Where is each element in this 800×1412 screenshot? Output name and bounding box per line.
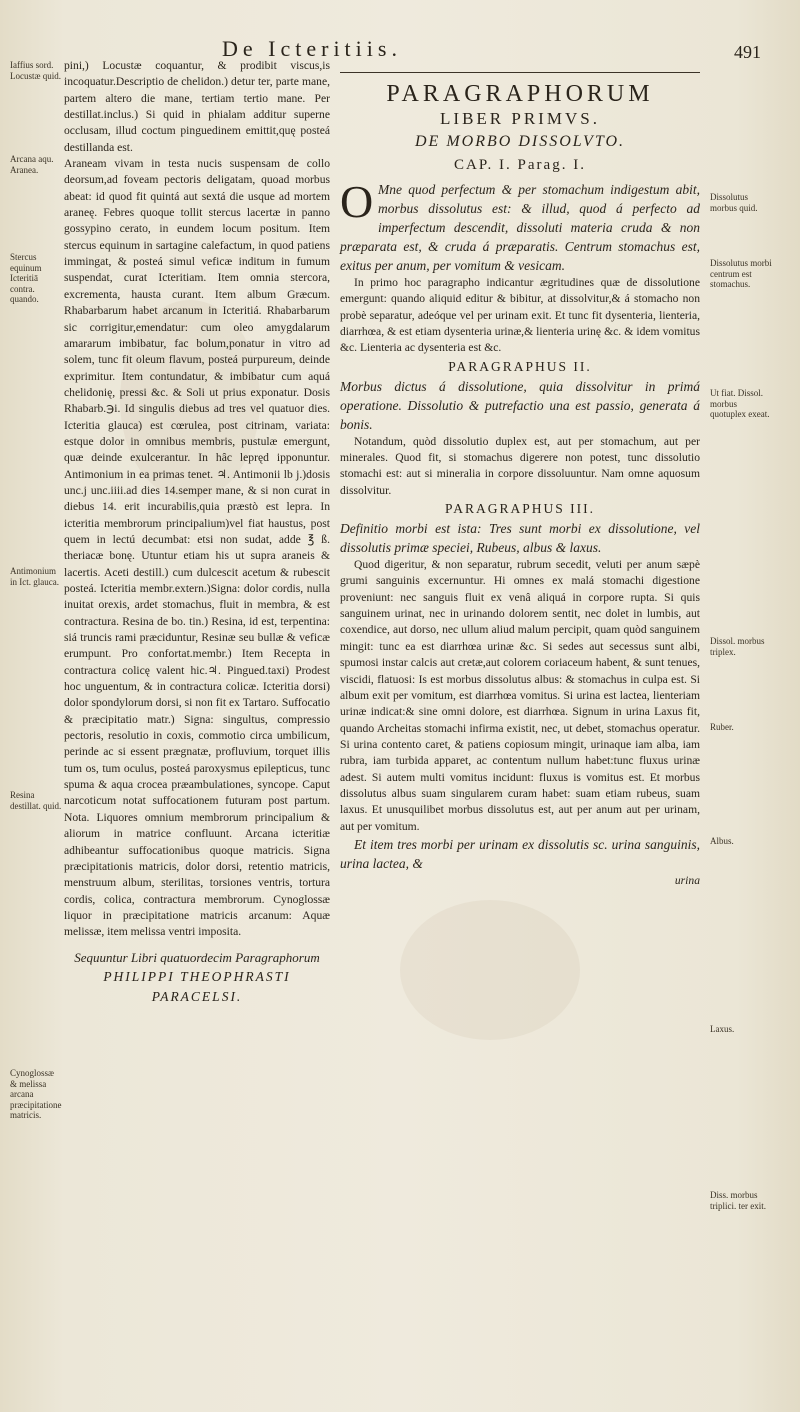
- header-rule: [340, 72, 700, 73]
- paragraph-3-heading: PARAGRAPHUS III.: [444, 501, 596, 517]
- book-title: PARAGRAPHORUM: [386, 81, 654, 107]
- paragraph-2-heading: PARAGRAPHUS II.: [448, 358, 592, 374]
- margin-note-left-2: Arcana aqu. Aranea.: [10, 154, 54, 175]
- paragraph-3-commentary: Quod digeritur, & non separatur, rubrum secedit, veluti per anum sæpè grumi sanguinis excernuntur. Hi omnes ex malá stomachi digestione proveniunt: nec sanguis fluit ex venâ aliquá in corpore rupta. Si quis sanguinem urinat, nec in urinando dolorem sentit, nec dolet in lumbis, aut coxendice, aut dorso, nec ullum aliud malum percipit, quam quòd sanguinem mingit: tunc ea est diarrhœa urinæ &c. Si sedes aut secessus sunt albi, spumosi instar calcis aut cretæ,aut colorem coriaceum habent, & sunt tenues, viscidi, flatuosi: Is est morbus dissolutus albus: & stomachus in culpa est. Si album exit per vomitum, est diarrhœa vomitus. Si urina est lactea, lienteriam urinæ indicat:& sine omni dolore, est diarrhœa. Signum in urina Laxus fit, quando Archeitas stomachi infirma existit, nec, ut debet, stomachus operatur. Si urina contento caret, & patiens copiosum mingit, urinaque iam alba, iam rubra, iam turbida apparet, ac contentum nullum habet:tunc fluxus urinæ adest. Si autem multi vomitus incidunt: fluxus is vomitus est. Et morbus dissolutus albus suam singularem curam habet: suam etiam rubeus, suam laxus. Et unusquilibet morbus dissolutus est, aut per anum aut per urinam, aut per vomitum.: [340, 558, 700, 833]
- left-closing-title: Sequuntur Libri quatuordecim Paragraphorum: [74, 949, 320, 965]
- running-title: De Icteritiis.: [222, 36, 402, 61]
- closing-definition: Et item tres morbi per urinam ex dissolutis sc. urina sanguinis, urina lactea, &: [340, 836, 700, 871]
- chapter-heading: CAP. I. Parag. I.: [454, 157, 586, 173]
- left-closing-author: PHILIPPI THEOPHRASTI PARACELSI.: [103, 968, 291, 1004]
- paragraph-1-commentary: In primo hoc paragrapho indicantur ægritudines quæ de dissolutione emergunt: quando aliquid editur & bibitur, at dissolvitur,& á stomacho non probè separatur, adeóque vel per urinam exit. Et tunc fit dysenteria, lienteria, diarrhœa, & est etiam dysenteria urinæ,& lienteria urinę &c. & idem vomitus &c. Lienteria ac dysenteria est &c.: [340, 276, 700, 355]
- margin-note-left-1: Iaffius sord. Locustæ quid.: [10, 60, 61, 81]
- page-number: 491: [734, 42, 761, 62]
- margin-note-right-4: Dissol. morbus triplex.: [710, 636, 765, 657]
- drop-cap: O: [340, 176, 374, 227]
- catchword: urina: [674, 873, 700, 887]
- margin-note-right-2: Dissolutus morbi centrum est stomachus.: [710, 258, 772, 289]
- margin-note-left-3: Stercus equinum Icteritiā contra. quando.: [10, 252, 42, 304]
- left-column: [64, 58, 330, 1007]
- margin-note-right-6: Albus.: [710, 836, 734, 846]
- paragraph-3-definition: Definitio morbi est ista: Tres sunt morbi ex dissolutione, vel dissolutis primæ speciei, Rubeus, albus & laxus.: [340, 521, 700, 556]
- margin-note-left-6: Cynoglossæ & melissa arcana præcipitatione matricis.: [10, 1068, 62, 1120]
- paragraph-2-definition: Morbus dictus á dissolutione, quia dissolvitur in primá operatione. Dissolutio & putrefactio una est passio, generata á bonis.: [340, 378, 700, 432]
- book-subtitle: LIBER PRIMVS.: [440, 109, 600, 128]
- left-paragraph-1: pini,) Locustæ coquantur, & prodibit viscus,is incoquatur.Descriptio de chelidon.) detur ter, parte mane, partem altero die mane, tertiam tertio mane. Per destillat.inclus.) Si quid in phialam additur superne occlusam, illud coctum pinguedinem emittit,quę posteá destillanda est.: [64, 59, 330, 154]
- margin-note-left-4: Antimonium in Ict. glauca.: [10, 566, 59, 587]
- margin-note-right-7: Laxus.: [710, 1024, 735, 1034]
- book-topic: DE MORBO DISSOLVTO.: [415, 133, 625, 150]
- margin-note-right-5: Ruber.: [710, 722, 734, 732]
- left-paragraph-2: Araneam vivam in testa nucis suspensam de collo deorsum,ad foveam pectoris deligatam, quoad morbus abeat: id quod fit quintá aut sextá die usque ad mortem araneę. Febres quoque tollit stercus lacertæ in panno gossypino cerato, in eundem locum positum. Item stercus equinum in sartagine calefactum, in quod patiens immingat, & posteá simul veficæ inditum in fumum suspendat, curat Icteritiam. Item omnia stercora, excrementa, hausta curant. Item album Græcum. Rhabarbarum habet arcanum in Icteritiá. Rhabarbarum sic corrigitur,emendatur: cum oleo amygdalarum amararum imbibatur, fac bolum,ponatur in vitro ad solem, tunc fit oleum flavum, posteá purpureum, deinde exprimitur. Item contundatur, & imbibatur cum aquá chelidonię, pressi &c. & Soli ut prius exponatur. Dosis Rhabarb.℈i. Id singulis diebus ad tres vel quatuor dies. Icteritia glauca) est cœrulea, post citrinam, variata: estque dolor in omnibus membris, pustulæ emergunt, quæ deinde exulcerantur. In hâc lepręd ipponuntur. Antimonium in ea primas tenet. ♃. Antimonii lb j.)dosis unc.j unc.iiii.ad dies 14.semper mane, & si non curat in diebus 14. erit incurabilis,quia præstò est lepra. In icteritia membrorum principalium)vel fiat haustus, post quem in lectú decumbat: etsi non sudat, adde ℥ ß. theriacæ bonę. Utuntur etiam his ut supra araneis & lacertis. Aceti destill.) cum dulcescit acetum & rubescit posteá. Icteritia membr.extern.)Signa: dolor cordis, nulla inuitat orexis, ardet stomachus, fluit in membra, & est contractura. Resina de bo. tin.) Resina, id est, terpentina: siá truncis rami præciduntur, Resinæ seu bullæ & veficæ erumpunt. Pro confortat.membr.) Item Recepta in contractura colicę valent hic.♃. Pingued.taxi) Prodest hoc unguentum, & in contractura colicæ. Icteritia dorsi) dolor spondylorum dorsi, si non fit ex Tartaro. Suffocatio & præcipitatio matr.) Signa: singultus, compressio pectoris, resolutio in coxis, commotio circa umbilicum, perinde ac si essent prægnatæ, profluvium, torquet illis tum os, tum oculus, posteá paroxysmus epilepticus, tunc spuma & aqua crocea præambulationes, syncope. Caput narcoticum notat suffocationem futuram post partum. Nota. Liquores omnium membrorum principalium & aliorum in matrice confluunt. Arcana icteritiæ adhibeantur suffocationibus quoque matricis. Signa præcipitationis matricis, dolor dorsi, retentio matricis, menstruum album, sterilitas, torsiones ventris, tortura cordis, colica, contractura membrorum. Cynoglossæ liquor in præcipitatione matricis arcanum: Aquæ melissæ, item melissa ventri imposita.: [64, 157, 330, 939]
- margin-note-right-8: Diss. morbus triplici. ter exit.: [710, 1190, 766, 1211]
- paragraph-2-commentary: Notandum, quòd dissolutio duplex est, aut per stomachum, aut per minerales. Quod fit, si stomachus digerere non potest, tunc dissolutio stomachi est: aut si mineralia in corpore dissoluuntur. Nam omne aquosum dissolvitur.: [340, 434, 700, 497]
- margin-note-right-1: Dissolutus morbus quid.: [710, 192, 758, 213]
- margin-note-right-3: Ut fiat. Dissol. morbus quotuplex exeat.: [710, 388, 770, 419]
- margin-note-left-5: Resina destillat. quid.: [10, 790, 62, 811]
- right-column: [340, 80, 700, 889]
- paper-stain: [400, 900, 580, 1040]
- intro-text: Mne quod perfectum & per stomachum indigestum abit, morbus dissolutus est: & illud, quod á perfecto ad imperfectum descendit, dissoluti materia cruda & non præparata est, & cruda á præparatis. Centrum stomachus est, exitus per anum, per vomitum & vesicam.: [340, 182, 700, 273]
- intro-definition: [340, 176, 700, 275]
